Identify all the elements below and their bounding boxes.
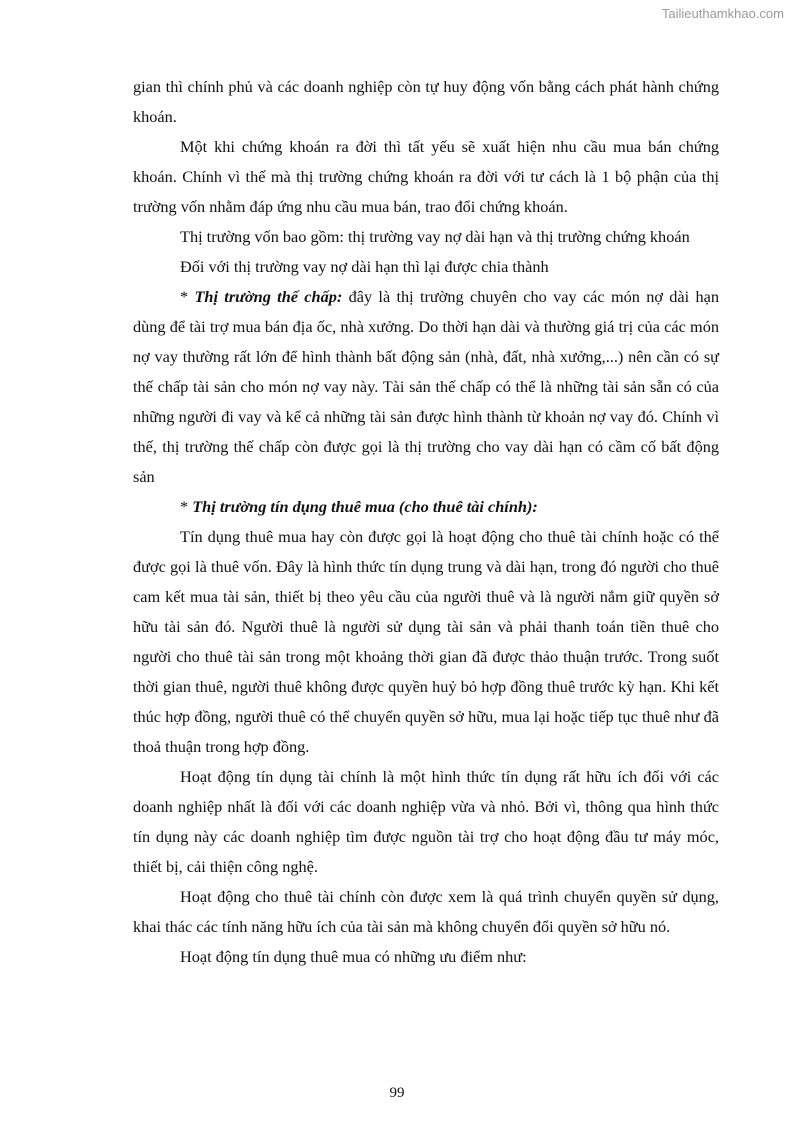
paragraph-2: Một khi chứng khoán ra đời thì tất yếu sẽ xuất hiện nhu cầu mua bán chứng khoán. Chính vì thế mà thị trường chứng khoán ra đời với tư cách là 1 bộ phận của thị trường vốn nhằm đáp ứng nhu cầu mua bán, trao đổi chứng khoán. [133, 137, 719, 216]
paragraph-9: Hoạt động cho thuê tài chính còn được xem là quá trình chuyển quyền sử dụng, khai thác các tính năng hữu ích của tài sản mà không chuyển đổi quyền sở hữu nó. [133, 887, 719, 936]
paragraph-10: Hoạt động tín dụng thuê mua có những ưu điểm như: [180, 947, 527, 966]
body-text [133, 72, 719, 972]
paragraph-leasing-heading [133, 492, 719, 522]
paragraph-7: Tín dụng thuê mua hay còn được gọi là hoạt động cho thuê tài chính hoặc có thể được gọi là thuê vốn. Đây là hình thức tín dụng trung và dài hạn, trong đó người cho thuê cam kết mua tài sản, thiết bị theo yêu cầu của người thuê và là người nắm giữ quyền sở hữu tài sản đó. Người thuê là người sử dụng tài sản và phải thanh toán tiền thuê cho người cho thuê tài sản trong một khoảng thời gian đã được thảo thuận trước. Trong suốt thời gian thuê, người thuê không được quyền huỷ bỏ hợp đồng thuê trước kỳ hạn. Khi kết thúc hợp đồng, người thuê có thể chuyển quyền sở hữu, mua lại hoặc tiếp tục thuê như đã thoả thuận trong hợp đồng. [133, 527, 719, 756]
paragraph-mortgage-market [133, 282, 719, 492]
mortgage-market-text: đây là thị trường chuyên cho vay các món nợ dài hạn dùng để tài trợ mua bán địa ốc, nhà xưởng. Do thời hạn dài và thường giá trị của các món nợ vay thường rất lớn để hình thành bất động sản (nhà, đất, nhà xưởng,...) nên cần có sự thế chấp tài sản cho món nợ vay này. Tài sản thế chấp có thể là những tài sản sẵn có của những người đi vay và kể cả những tài sản được hình thành từ khoản nợ vay đó. Chính vì thế, thị trường thế chấp còn được gọi là thị trường cho vay dài hạn có cầm cố bất động sản [133, 287, 719, 486]
term-mortgage-market: Thị trường thế chấp: [194, 287, 343, 306]
paragraph-8: Hoạt động tín dụng tài chính là một hình thức tín dụng rất hữu ích đối với các doanh nghiệp nhất là đối với các doanh nghiệp vừa và nhỏ. Bởi vì, thông qua hình thức tín dụng này các doanh nghiệp tìm được nguồn tài trợ cho hoạt động đầu tư máy móc, thiết bị, cải thiện công nghệ. [133, 767, 719, 876]
term-leasing-market: Thị trường tín dụng thuê mua (cho thuê tài chính): [192, 497, 538, 516]
watermark: Tailieuthamkhao.com [661, 6, 784, 21]
bullet-marker: * [180, 287, 195, 306]
paragraph-4: Đối với thị trường vay nợ dài hạn thì lại được chia thành [180, 257, 549, 276]
bullet-marker: * [180, 497, 193, 516]
page-number: 99 [389, 1085, 405, 1101]
paragraph-3: Thị trường vốn bao gồm: thị trường vay nợ dài hạn và thị trường chứng khoán [180, 227, 690, 246]
paragraph-1: gian thì chính phủ và các doanh nghiệp còn tự huy động vốn bằng cách phát hành chứng khoán. [133, 77, 719, 126]
